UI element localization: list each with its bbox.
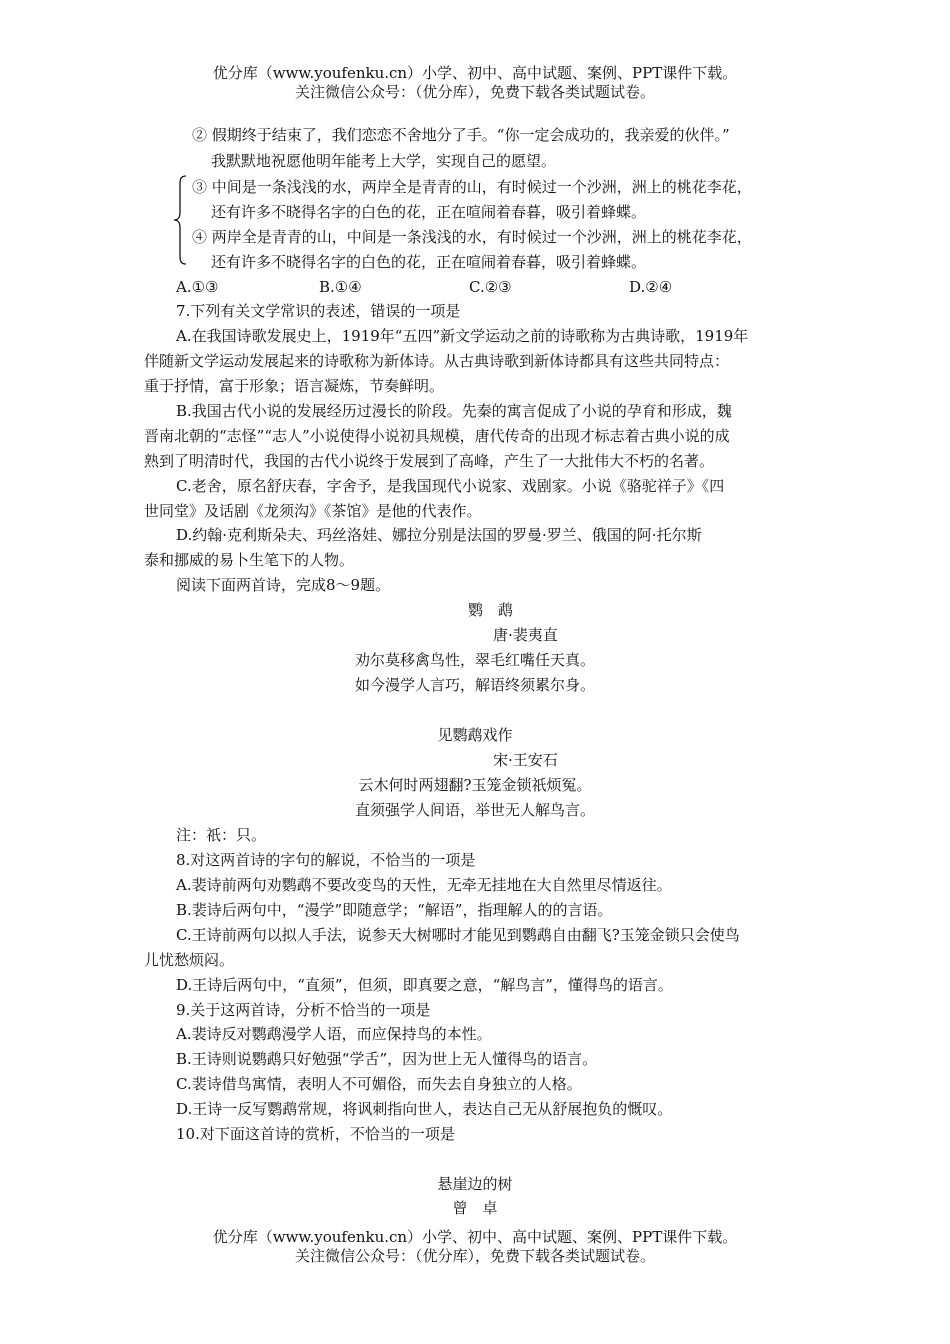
q6-option-d: D.②④ — [629, 278, 673, 296]
q6-item-2-line-1: ② 假期终于结束了，我们恋恋不舍地分了手。“你一定会成功的，我亲爱的伙伴。” — [192, 126, 730, 144]
curly-brace-icon — [172, 174, 188, 266]
q7-option-b-line-2: 晋南北朝的“志怪”“志人”小说使得小说初具规模，唐代传奇的出现才标志着古典小说的成 — [144, 427, 730, 445]
q7-option-a-line-2: 伴随新文学运动发展起来的诗歌称为新体诗。从古典诗歌到新体诗都具有这些共同特点： — [144, 352, 730, 370]
q7-option-c-line-2: 世同堂》及话剧《龙须沟》《茶馆》是他的代表作。 — [144, 502, 482, 520]
q8-option-b: B.裴诗后两句中，“漫学”即随意学；“解语”，指理解人的的言语。 — [176, 901, 613, 919]
q6-item-3-line-2: 还有许多不晓得名字的白色的花，正在喧闹着春暮，吸引着蜂蝶。 — [211, 203, 647, 221]
q6-option-c: C.②③ — [469, 278, 512, 296]
q7-option-b-line-1: B.我国古代小说的发展经历过漫长的阶段。先秦的寓言促成了小说的孕育和形成，魏 — [176, 402, 732, 420]
q9-stem: 9.关于这两首诗，分析不恰当的一项是 — [176, 1001, 431, 1019]
reading-intro: 阅读下面两首诗，完成8～9题。 — [176, 576, 391, 594]
poem1-author: 唐·裴夷直 — [493, 626, 558, 644]
poem2-author: 宋·王安石 — [493, 751, 558, 769]
q9-option-a: A.裴诗反对鹦鹉漫学人语，而应保持鸟的本性。 — [176, 1025, 492, 1043]
q8-option-d: D.王诗后两句中，“直须”，但须，即真要之意，“解鸟言”，懂得鸟的语言。 — [176, 976, 673, 994]
poem3-title: 悬崖边的树 — [437, 1175, 513, 1193]
q8-option-a: A.裴诗前两句劝鹦鹉不要改变鸟的天性，无牵无挂地在大自然里尽情返往。 — [176, 876, 672, 894]
q7-stem: 7.下列有关文学常识的表述，错误的一项是 — [176, 302, 461, 320]
q7-option-a-line-3: 重于抒情，富于形象；语言凝炼，节奏鲜明。 — [144, 377, 445, 395]
poem-note: 注：祇：只。 — [176, 826, 267, 844]
q8-option-c-line-2: 儿忧愁烦闷。 — [144, 951, 235, 969]
q7-option-b-line-3: 熟到了明清时代，我国的古代小说终于发展到了高峰，产生了一大批伟大不朽的名著。 — [144, 452, 715, 470]
q6-item-3-line-1: ③ 中间是一条浅浅的水，两岸全是青青的山，有时候过一个沙洲，洲上的桃花李花， — [192, 178, 752, 196]
footer-line-2: 关注微信公众号：（优分库），免费下载各类试题试卷。 — [294, 1247, 655, 1265]
poem1-line-1: 劝尔莫移禽鸟性，翠毛红嘴任天真。 — [354, 651, 595, 669]
q7-option-d-line-1: D.约翰·克利斯朵夫、玛丝洛娃、娜拉分别是法国的罗曼·罗兰、俄国的阿·托尔斯 — [176, 526, 702, 544]
q7-option-a-line-1: A.在我国诗歌发展史上，1919年“五四”新文学运动之前的诗歌称为古典诗歌，1919年 — [176, 327, 749, 345]
q9-option-d: D.王诗一反写鹦鹉常规，将讽刺指向世人，表达自己无从舒展抱负的慨叹。 — [176, 1100, 673, 1118]
q6-option-b: B.①④ — [319, 278, 362, 296]
q7-option-d-line-2: 泰和挪威的易卜生笔下的人物。 — [144, 551, 355, 569]
q9-option-c: C.裴诗借鸟寓情，表明人不可媚俗，而失去自身独立的人格。 — [176, 1075, 582, 1093]
q9-option-b: B.王诗则说鹦鹉只好勉强“学舌”，因为世上无人懂得鸟的语言。 — [176, 1050, 598, 1068]
q6-option-a: A.①③ — [176, 278, 219, 296]
header-line-2: 关注微信公众号：（优分库），免费下载各类试题试卷。 — [294, 83, 655, 101]
poem2-title: 见鹦鹉戏作 — [437, 726, 513, 744]
q6-item-4-line-1: ④ 两岸全是青青的山，中间是一条浅浅的水，有时候过一个沙洲，洲上的桃花李花， — [192, 228, 752, 246]
footer-line-1: 优分库（www.youfenku.cn）小学、初中、高中试题、案例、PPT课件下载。 — [212, 1228, 738, 1246]
q6-item-2-line-2: 我默默地祝愿他明年能考上大学，实现自己的愿望。 — [211, 152, 557, 170]
q8-option-c-line-1: C.王诗前两句以拟人手法，说参天大树哪时才能见到鹦鹉自由翻飞?玉笼金锁只会使鸟 — [176, 926, 740, 944]
page-header — [0, 64, 950, 102]
q7-option-c-line-1: C.老舍，原名舒庆春，字舍予，是我国现代小说家、戏剧家。小说《骆驼祥子》《四 — [176, 477, 725, 495]
poem1-title: 鹦 鹉 — [468, 601, 514, 619]
poem2-line-2: 直须强学人间语，举世无人解鸟言。 — [354, 801, 595, 819]
poem2-line-1: 云木何时两翅翻?玉笼金锁祇烦冤。 — [358, 776, 592, 794]
q6-item-4-line-2: 还有许多不晓得名字的白色的花，正在喧闹着春暮，吸引着蜂蝶。 — [211, 253, 647, 271]
page-footer — [0, 1228, 950, 1266]
poem1-line-2: 如今漫学人言巧，解语终须累尔身。 — [354, 676, 595, 694]
q10-stem: 10.对下面这首诗的赏析，不恰当的一项是 — [176, 1125, 455, 1143]
q8-stem: 8.对这两首诗的字句的解说，不恰当的一项是 — [176, 851, 476, 869]
poem3-author: 曾 卓 — [452, 1199, 498, 1217]
header-line-1: 优分库（www.youfenku.cn）小学、初中、高中试题、案例、PPT课件下载。 — [212, 64, 738, 82]
